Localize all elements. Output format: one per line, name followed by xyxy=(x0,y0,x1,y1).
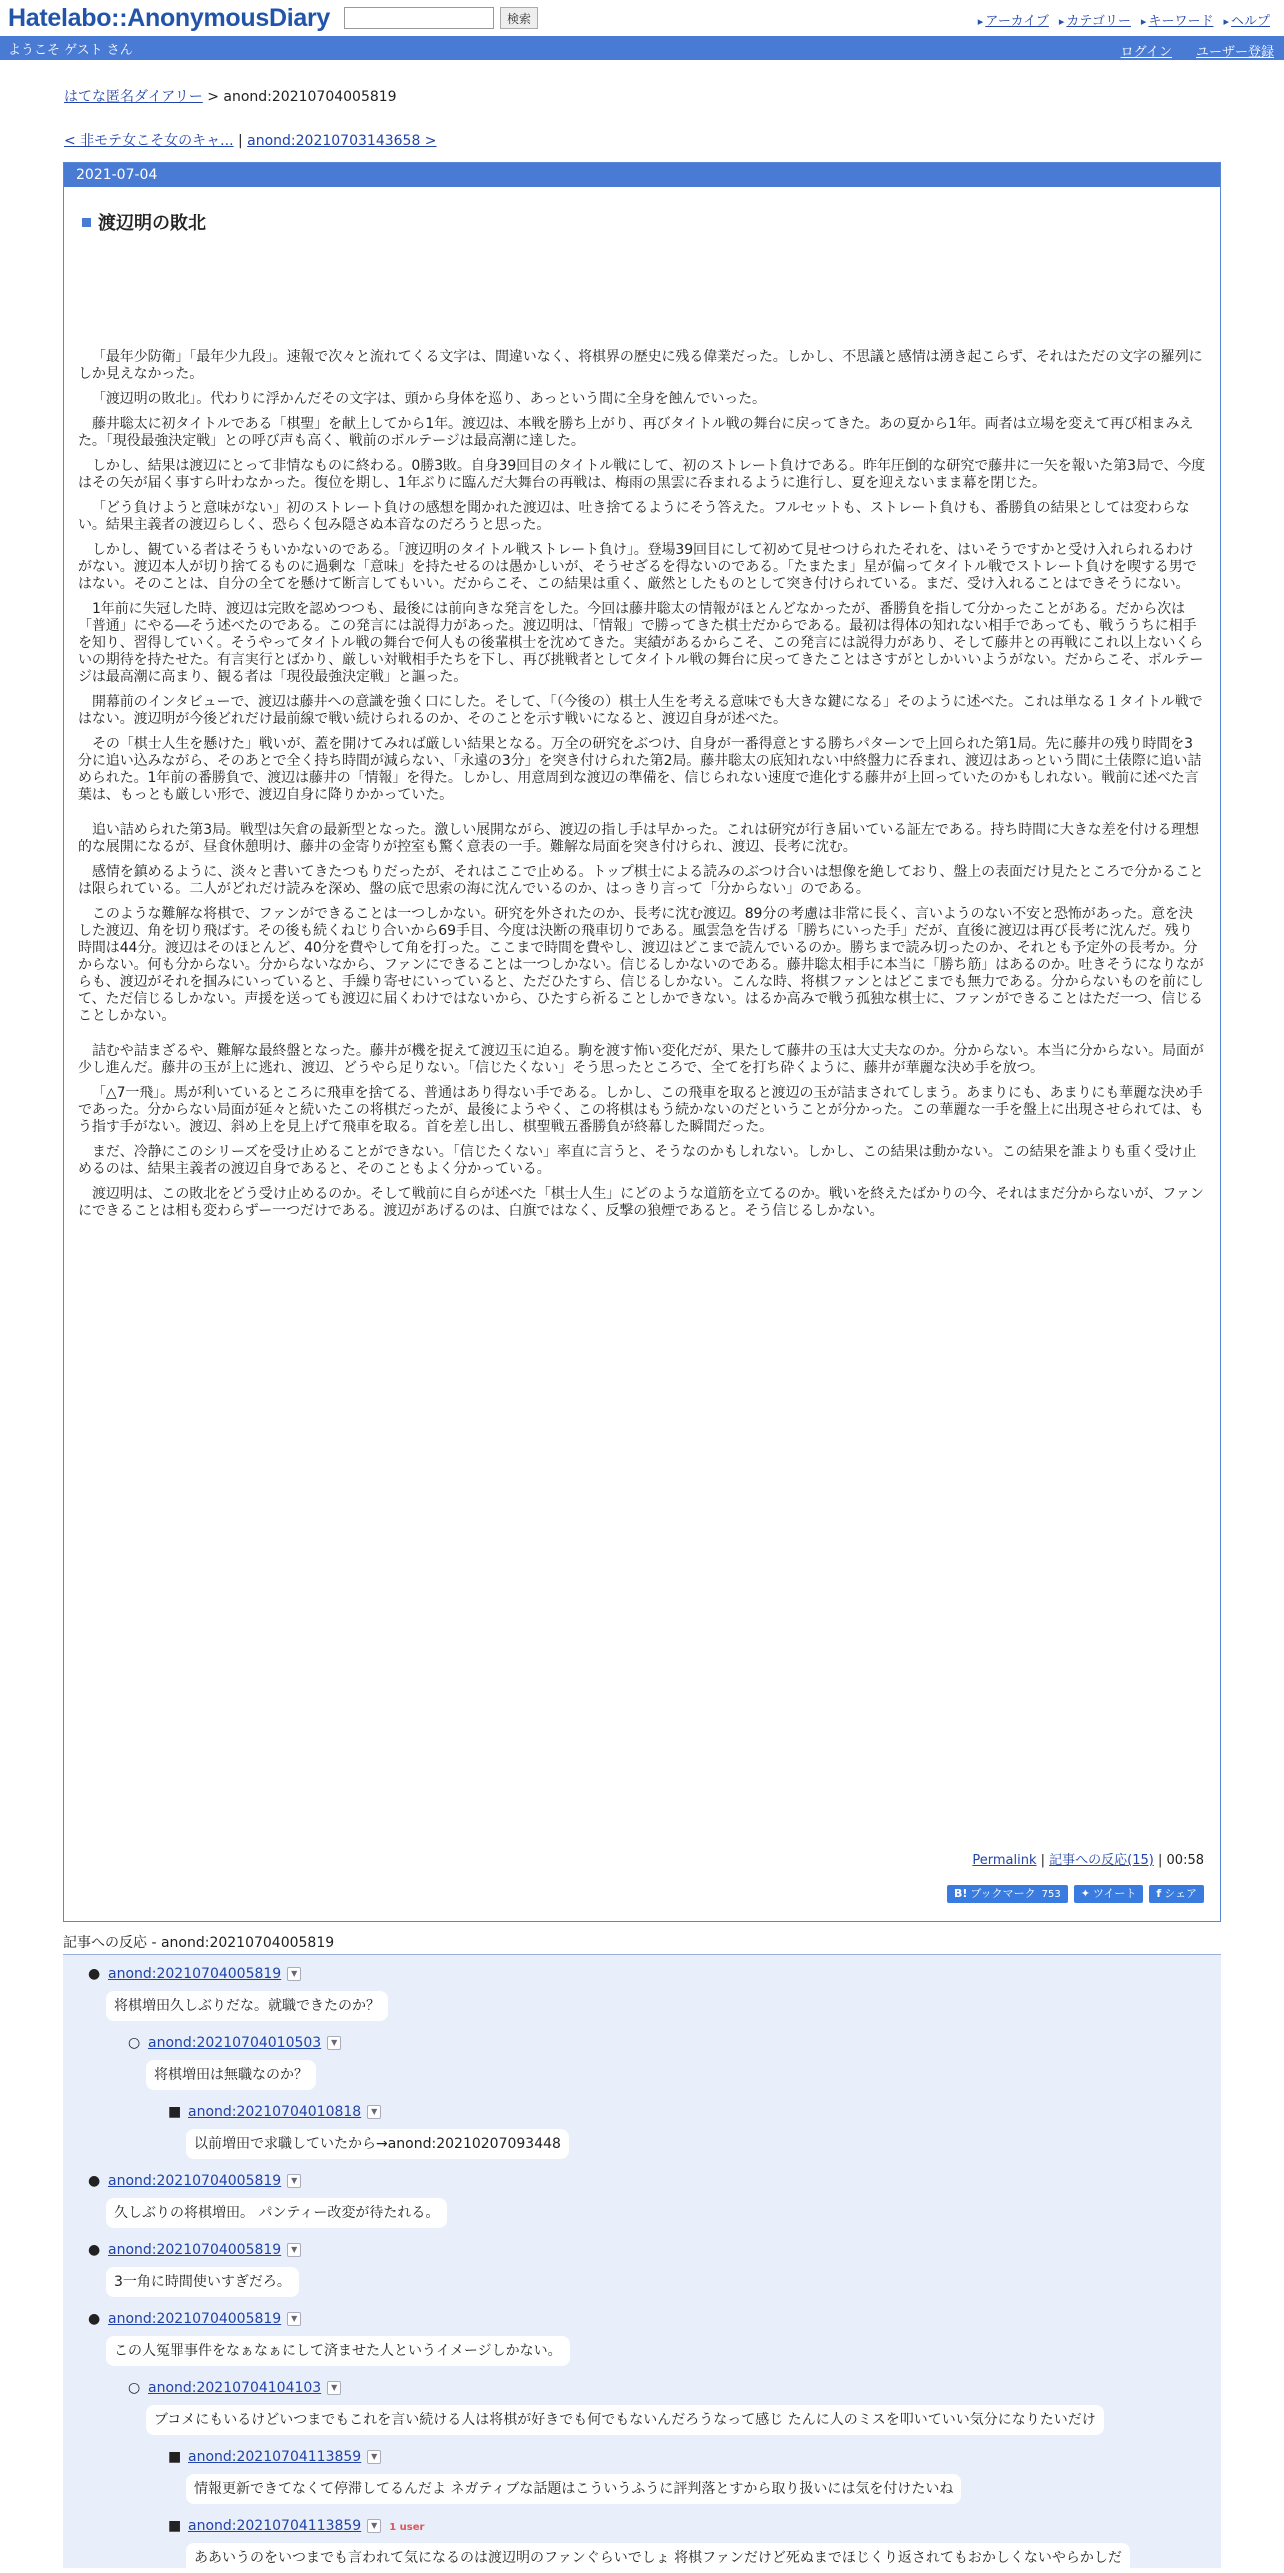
reaction-comment: 情報更新できてなくて停滞してるんだよ ネガティブな話題はこういうふうに評判落とすから取り扱いには気を付けたいね xyxy=(186,2474,961,2504)
nav-archive[interactable]: ▸ アーカイブ xyxy=(978,10,1049,29)
reaction-item: ● anond:20210704005819 ▼ xyxy=(108,2311,301,2327)
reaction-id-link[interactable]: anond:20210704005819 xyxy=(108,1966,282,1982)
facebook-share-button[interactable]: f シェア xyxy=(1149,1885,1204,1903)
article-paragraph: しかし、観ている者はそうもいかないのである。「渡辺明のタイトル戦ストレート負け」。登場39回目にして初めて見せつけられたそれを、はいそうですかと受け入れられるわけがない。渡辺本人が切り捨てるものに過剰な「意味」を持たせるのは愚かしいが、そうせざるを得ないのである。「たまたま」星が偏ってタイトル戦でストレート負けを喫する男ではない。そのことは、自分の全てを懸けて断言してもいい。だからこそ、この結果は重く、厳然としたものとして突き付けられている。まだ、受け入れることはできそうにない。 xyxy=(78,542,1197,592)
welcome-text: ようこそ ゲスト さん xyxy=(8,42,133,58)
search-button[interactable]: 検索 xyxy=(500,7,538,29)
top-header xyxy=(0,0,1284,36)
dropdown-arrow-icon[interactable]: ▼ xyxy=(327,2381,341,2395)
search-input[interactable] xyxy=(344,7,494,29)
reaction-item: ○ anond:20210704104103 ▼ xyxy=(148,2380,341,2396)
reaction-comment: ブコメにもいるけどいつまでもこれを言い続ける人は将棋が好きでも何でもないんだろうなって感じ たんに人のミスを叩いていい気分になりたいだけ xyxy=(146,2405,1104,2435)
breadcrumb-root[interactable]: はてな匿名ダイアリー xyxy=(64,89,203,105)
reaction-item: ● anond:20210704005819 ▼ xyxy=(108,1966,301,1982)
prev-entry-link[interactable]: < 非モテ女こそ女のキャ... xyxy=(64,133,234,149)
article-paragraph: その「棋士人生を懸けた」戦いが、蓋を開けてみれば厳しい結果となる。万全の研究をぶつけ、自身が一番得意とする勝ちパターンで上回られた第1局。先に藤井の残り時間を3分に追い込みながら、そのあとで全く持ち時間が減らない、「永遠の3分」を突き付けられた第2局。藤井聡太の底知れない中終盤力に呑まれ、渡辺はあっという間に土俵際に追い詰められた。1年前の番勝負で、渡辺は藤井の「情報」を得た。しかし、用意周到な渡辺の準備を、信じられない速度で進化する藤井が上回っていたのかもしれない。戦前に述べた言葉は、もっとも厳しい形で、渡辺自身に降りかかっていた。 xyxy=(78,736,1202,803)
reaction-id-link[interactable]: anond:20210704005819 xyxy=(108,2173,282,2189)
reaction-comment: 久しぶりの将棋増田。 パンティー改変が待たれる。 xyxy=(106,2198,447,2228)
reactions-heading: 記事への反応 - anond:20210704005819 xyxy=(63,1935,335,1951)
dropdown-arrow-icon[interactable]: ▼ xyxy=(367,2519,381,2533)
article-title xyxy=(82,209,1220,235)
share-buttons xyxy=(947,1885,1204,1903)
article-paragraph: まだ、冷静にこのシリーズを受け止めることができない。「信じたくない」率直に言うと、そうなのかもしれない。しかし、この結果は動かない。この結果を誰よりも重く受け止めるのは、結果主義者の渡辺自身であると、そのこともよく分かっている。 xyxy=(78,1144,1197,1177)
dropdown-arrow-icon[interactable]: ▼ xyxy=(327,2036,341,2050)
reaction-item: ○ anond:20210704010503 ▼ xyxy=(148,2035,341,2051)
nav-category[interactable]: ▸ カテゴリー xyxy=(1059,10,1131,29)
reaction-id-link[interactable]: anond:20210704113859 xyxy=(188,2518,362,2534)
dropdown-arrow-icon[interactable]: ▼ xyxy=(367,2450,381,2464)
reaction-item: ■ anond:20210704113859 ▼ 1 user xyxy=(168,2518,425,2534)
bookmark-count: 753 xyxy=(1041,1889,1061,1900)
article-paragraph: 「渡辺明の敗北」。代わりに浮かんだその文字は、頭から身体を巡り、あっという間に全身を蝕んでいった。 xyxy=(92,391,766,407)
reaction-comment: ああいうのをいつまでも言われて気になるのは渡辺明のファンぐらいでしょ 将棋ファンだけど死ぬまでほじくり返されてもおかしくないやらかしだ xyxy=(186,2543,1130,2573)
reaction-comment: 以前増田で求職していたから→anond:20210207093448 xyxy=(186,2129,569,2159)
article xyxy=(63,162,1221,1922)
reaction-item: ● anond:20210704005819 ▼ xyxy=(108,2242,301,2258)
breadcrumb-current: anond:20210704005819 xyxy=(223,89,397,105)
bookmark-button[interactable]: B! ブックマーク 753 xyxy=(947,1885,1068,1903)
title-square-icon xyxy=(82,218,91,227)
reaction-id-link[interactable]: anond:20210704010503 xyxy=(148,2035,322,2051)
article-paragraph: 「△7一飛」。馬が利いているところに飛車を捨てる、普通はあり得ない手である。しかし、この飛車を取ると渡辺の玉が詰まされてしまう。あまりにも、あまりにも華麗な決め手であった。分からない局面が延々と続いたこの将棋だったが、最後にようやく、この将棋はもう続かないのだということが分かった。この華麗な一手を盤上に出現させられては、もう指す手がない。渡辺、斜め上を見上げて飛車を取る。首を差し出し、棋聖戦五番勝負が終幕した瞬間だった。 xyxy=(78,1085,1204,1135)
reaction-item: ■ anond:20210704010818 ▼ xyxy=(188,2104,381,2120)
article-footer: Permalink | 記事への反応(15) | 00:58 xyxy=(972,1853,1204,1868)
post-time: 00:58 xyxy=(1166,1853,1204,1868)
article-paragraph: 開幕前のインタビューで、渡辺は藤井への意識を強く口にした。そして、「（今後の）棋士人生を考える意味でも大きな鍵になる」そのように述べた。これは単なる１タイトル戦ではない。渡辺明が今後どれだけ最前線で戦い続けられるのか、そのことを示す戦いになると、渡辺自身が述べた。 xyxy=(78,694,1203,727)
article-paragraph: 1年前に失冠した時、渡辺は完敗を認めつつも、最後には前向きな発言をした。今回は藤井聡太の情報がほとんどなかったが、番勝負を指して分かったことがある。だから次は「普通」にやる―そう述べたのである。この発言には説得力があった。渡辺明は、「情報」で勝ってきた棋士だからである。最初は得体の知れない相手であっても、戦ううちに相手を知り、習得していく。そうやってタイトル戦の舞台で何人もの後輩棋士を沈めてきた。実績があるからこそ、この発言には説得力があり、そして藤井との再戦にこれ以上ないくらいの期待を持たせた。有言実行とばかり、厳しい対戦相手たちを下し、再び挑戦者としてタイトル戦の舞台に戻ってきたことはさすがとしかいいようがない。だからこそ、ボルテージは最高潮に高まり、観る者は「現役最強決定戦」と謳った。 xyxy=(78,601,1204,685)
reaction-id-link[interactable]: anond:20210704005819 xyxy=(108,2311,282,2327)
dropdown-arrow-icon[interactable]: ▼ xyxy=(287,1967,301,1981)
reaction-id-link[interactable]: anond:20210704113859 xyxy=(188,2449,362,2465)
reaction-comment: 3一角に時間使いすぎだろ。 xyxy=(106,2267,299,2297)
login-link[interactable]: ログイン xyxy=(1120,45,1172,60)
next-entry-link[interactable]: anond:20210703143658 > xyxy=(247,133,437,149)
facebook-icon: f xyxy=(1156,1887,1162,1900)
register-link[interactable]: ユーザー登録 xyxy=(1195,45,1274,60)
reaction-comment: この人冤罪事件をなぁなぁにして済ませた人というイメージしかない。 xyxy=(106,2336,570,2366)
reaction-comment: 将棋増田久しぶりだな。就職できたのか？ xyxy=(106,1991,388,2021)
reaction-comment: 将棋増田は無職なのか？ xyxy=(146,2060,316,2090)
site-logo[interactable]: Hatelabo::AnonymousDiary xyxy=(8,3,331,32)
welcome-bar xyxy=(0,36,1284,60)
bookmark-users-badge[interactable]: 1 user xyxy=(389,2522,425,2533)
article-date: 2021-07-04 xyxy=(64,163,1220,187)
article-title-text[interactable]: 渡辺明の敗北 xyxy=(98,213,206,234)
reaction-id-link[interactable]: anond:20210704010818 xyxy=(188,2104,362,2120)
twitter-bird-icon: ✦ xyxy=(1080,1887,1090,1900)
reaction-id-link[interactable]: anond:20210704104103 xyxy=(148,2380,322,2396)
reactions-list xyxy=(63,1955,1221,2568)
nav-help[interactable]: ▸ ヘルプ xyxy=(1223,10,1270,29)
nav-keyword[interactable]: ▸ キーワード xyxy=(1141,10,1214,29)
dropdown-arrow-icon[interactable]: ▼ xyxy=(287,2312,301,2326)
article-paragraph: 感情を鎮めるように、淡々と書いてきたつもりだったが、それはここで止める。トップ棋士による読みのぶつけ合いは想像を絶しており、盤上の表面だけ見たところで分かることは限られている。二人がどれだけ読みを深め、盤の底で思索の海に沈んでいるのか、はっきり言って「分からない」のである。 xyxy=(78,864,1204,897)
breadcrumb-separator: > xyxy=(207,89,219,105)
entry-pager xyxy=(64,130,1284,150)
reaction-item: ● anond:20210704005819 ▼ xyxy=(108,2173,301,2189)
permalink-link[interactable]: Permalink xyxy=(972,1853,1037,1868)
tweet-button[interactable]: ✦ ツイート xyxy=(1074,1885,1144,1903)
article-paragraph: 藤井聡太に初タイトルである「棋聖」を献上してから1年。渡辺は、本戦を勝ち上がり、再びタイトル戦の舞台に戻ってきた。あの夏から1年。両者は立場を変えて再び相まみえた。「現役最強決定戦」との呼び声も高く、戦前のボルテージは最高潮に達した。 xyxy=(78,416,1194,449)
top-nav xyxy=(978,10,1270,29)
hatena-b-icon: B! xyxy=(954,1887,968,1900)
article-paragraph: 追い詰められた第3局。戦型は矢倉の最新型となった。激しい展開ながら、渡辺の指し手は早かった。これは研究が行き届いている証左である。持ち時間に大きな差を付ける理想的な展開になるが、昼食休憩明け、藤井の金寄りが控室も驚く意表の一手。難解な局面を突き付けられ、渡辺、長考に沈む。 xyxy=(78,822,1199,855)
reactions-link[interactable]: 記事への反応(15) xyxy=(1049,1853,1154,1868)
reaction-item: ■ anond:20210704113859 ▼ xyxy=(188,2449,381,2465)
article-paragraph: 「どう負けようと意味がない」初のストレート負けの感想を聞かれた渡辺は、吐き捨てるようにそう答えた。フルセットも、ストレート負けも、番勝負の結果としては変わらない。結果主義者の渡辺らしく、恐らく包み隠さぬ本音なのだろうと思った。 xyxy=(78,500,1190,533)
breadcrumb xyxy=(64,86,1284,106)
article-paragraph: しかし、結果は渡辺にとって非情なものに終わる。0勝3敗。自身39回目のタイトル戦にして、初のストレート負けである。昨年圧倒的な研究で藤井に一矢を報いた第3局で、今度はその矢が届く事すら叶わなかった。復位を期し、1年ぶりに臨んだ大舞台の再戦は、梅雨の黒雲に呑まれるように進行し、夏を迎えないまま幕を閉じた。 xyxy=(78,458,1206,491)
article-paragraph: 詰むや詰まざるや、難解な最終盤となった。藤井が機を捉えて渡辺玉に迫る。駒を渡す怖い変化だが、果たして藤井の玉は大丈夫なのか。分からない。本当に分からない。局面が少し進んだ。藤井の玉が上に逃れ、渡辺、どうやら足りない。「信じたくない」そう思ったところで、全てを打ち砕くように、藤井が華麗な決め手を放つ。 xyxy=(78,1043,1204,1076)
article-body xyxy=(78,349,1206,1228)
article-paragraph: このような難解な将棋で、ファンができることは一つしかない。研究を外されたのか、長考に沈む渡辺。89分の考慮は非常に長く、言いようのない不安と恐怖があった。意を決した渡辺、角を切り飛ばす。その後も続くねじり合いから69手目、今度は決断の飛車切りである。風雲急を告げる「勝ちにいった手」だが、直後に渡辺は再び長考に沈んだ。残り時間は44分。渡辺はそのほとんど、40分を費やして角を打った。ここまで時間を費やし、渡辺はどこまで読んでいるのか。勝ちまで読み切ったのか、それとも予定外の長考か。分からない。何も分からない。分からないなから、ファンにできることは一つしかない。信じるしかないのである。藤井聡太相手に本当に「勝ち筋」はあるのか。吐きそうになりながらも、渡辺がそれを掴みにいっていると、手繰り寄せにいっていると、ただひたすら、信じるしかない。こんな時、将棋ファンとはどこまでも無力である。分からないものを前にして、ただ信じるしかない。声援を送っても渡辺に届くわけではないから、ひたすら祈ることしかできない。はるか高みで戦う孤独な棋士に、ファンができることはただ一つ、信じることしかない。 xyxy=(78,906,1204,1024)
dropdown-arrow-icon[interactable]: ▼ xyxy=(287,2243,301,2257)
pager-separator: | xyxy=(237,133,243,149)
dropdown-arrow-icon[interactable]: ▼ xyxy=(367,2105,381,2119)
dropdown-arrow-icon[interactable]: ▼ xyxy=(287,2174,301,2188)
reaction-id-link[interactable]: anond:20210704005819 xyxy=(108,2242,282,2258)
article-paragraph: 「最年少防衛」「最年少九段」。速報で次々と流れてくる文字は、間違いなく、将棋界の歴史に残る偉業だった。しかし、不思議と感情は湧き起こらず、それはただの文字の羅列にしか見えなかった。 xyxy=(78,349,1203,382)
article-paragraph: 渡辺明は、この敗北をどう受け止めるのか。そして戦前に自らが述べた「棋士人生」にどのような道筋を立てるのか。戦いを終えたばかりの今、それはまだ分からないが、ファンにできることは相も変わらずー一つだけである。渡辺があげるのは、白旗ではなく、反撃の狼煙であると。そう信じるしかない。 xyxy=(78,1186,1204,1219)
